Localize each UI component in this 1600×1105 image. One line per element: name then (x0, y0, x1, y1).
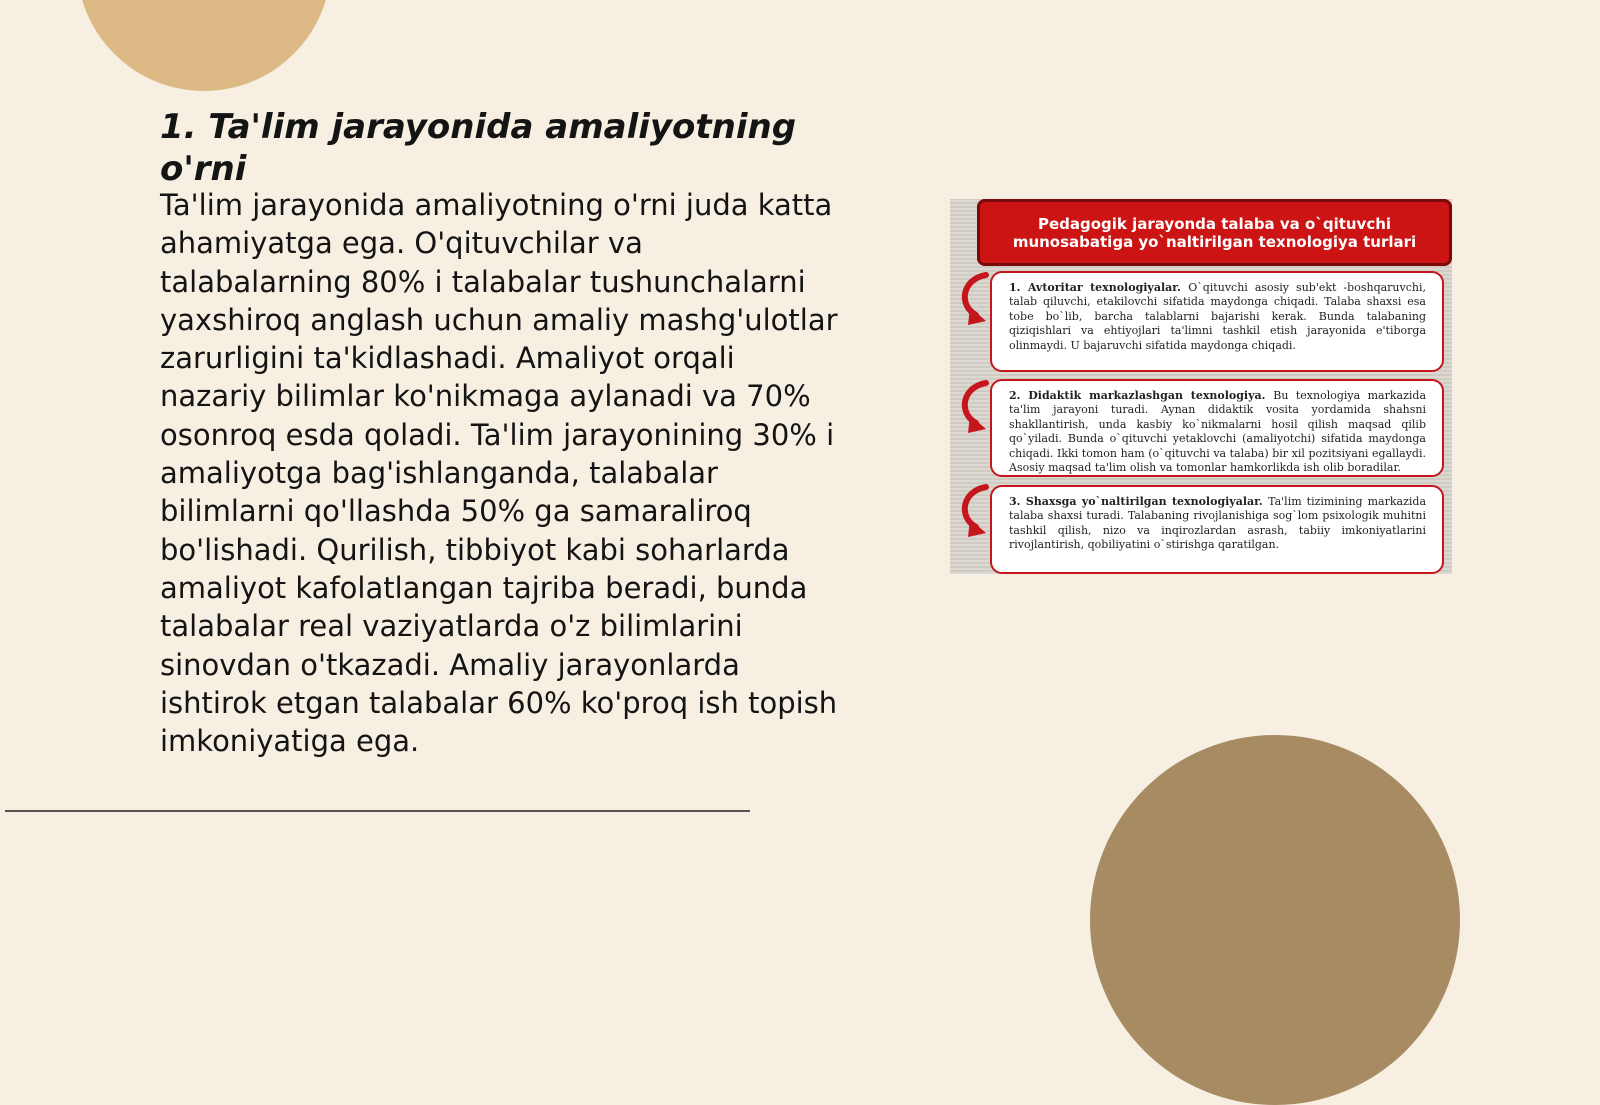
curved-arrow-icon (956, 271, 992, 331)
curved-arrow-icon (956, 483, 992, 543)
decorative-circle-top (77, 0, 331, 91)
decorative-circle-bottom (1090, 735, 1460, 1105)
info-card-didactic (990, 379, 1444, 477)
info-card-personal (990, 485, 1444, 574)
infographic-image (950, 199, 1452, 574)
info-card-lead: 1. Avtoritar texnologiyalar. (1009, 281, 1189, 294)
info-card-lead: 3. Shaxsga yo`naltirilgan texnologiyalar. (1009, 495, 1269, 508)
slide-title: 1. Ta'lim jarayonida amaliyotning o'rni (160, 107, 797, 189)
info-card-text: Ta'lim tizimining markazida talaba shaxsi turadi. Talabaning rivojlanishiga sog`lom psixologik muhitni tashkil qilish, nizo va inqirozlardan asrash, tabiiy imkoniyatlarini rivojlantirish, qobiliyatini o`stirishga qaratilgan. (1009, 495, 1426, 552)
info-card-text: O`qituvchi asosiy sub'ekt -boshqaruvchi, talab qiluvchi, etakilovchi sifatida maydonga chiqadi. Talaba shaxsi esa tobe bo`lib, barcha talablarni bajarishi kerak. Bunda talabaning qiziqishlari va ehtiyojlari ta'limni tashkil etish jarayonida e'tiborga olinmaydi. U bajaruvchi sifatida maydonga chiqadi. (1009, 281, 1426, 352)
info-card-lead: 2. Didaktik markazlashgan texnologiya. (1009, 389, 1274, 402)
info-card-authoritarian (990, 271, 1444, 372)
divider-line (5, 810, 750, 812)
info-card-text: Bu texnologiya markazida ta'lim jarayoni turadi. Aynan didaktik vosita yordamida shahsni shakllantirish, unda kasbiy ko`nikmalarni hosil qilish maqsad qilib qo`yiladi. Bunda o`qituvchi yetaklovchi (amaliyotchi) sifatida maydonga chiqadi. Ikki tomon ham (o`qituvchi va talaba) bir xil pozitsiyani egallaydi. Asosiy maqsad ta'lim olish va tomonlar hamkorlikda ish olib boradilar. (1009, 389, 1426, 475)
slide-body-text: Ta'lim jarayonida amaliyotning o'rni juda katta ahamiyatga ega. O'qituvchilar va talabalarning 80% i talabalar tushunchalarni yaxshiroq anglash uchun amaliy mashg'ulotlar zarurligini ta'kidlashadi. Amaliyot orqali nazariy bilimlar ko'nikmaga aylanadi va 70% osonroq esda qoladi. Ta'lim jarayonining 30% i amaliyotga bag'ishlanganda, talabalar bilimlarni qo'llashda 50% ga samaraliroq bo'lishadi. Qurilish, tibbiyot kabi soharlarda amaliyot kafolatlangan tajriba beradi, bunda talabalar real vaziyatlarda o'z bilimlarini sinovdan o'tkazadi. Amaliy jarayonlarda ishtirok etgan talabalar 60% ko'proq ish topish imkoniyatiga ega. (160, 188, 838, 759)
curved-arrow-icon (956, 379, 992, 439)
infographic-header: Pedagogik jarayonda talaba va o`qituvchi munosabatiga yo`naltirilgan texnologiya turlari (977, 199, 1452, 266)
